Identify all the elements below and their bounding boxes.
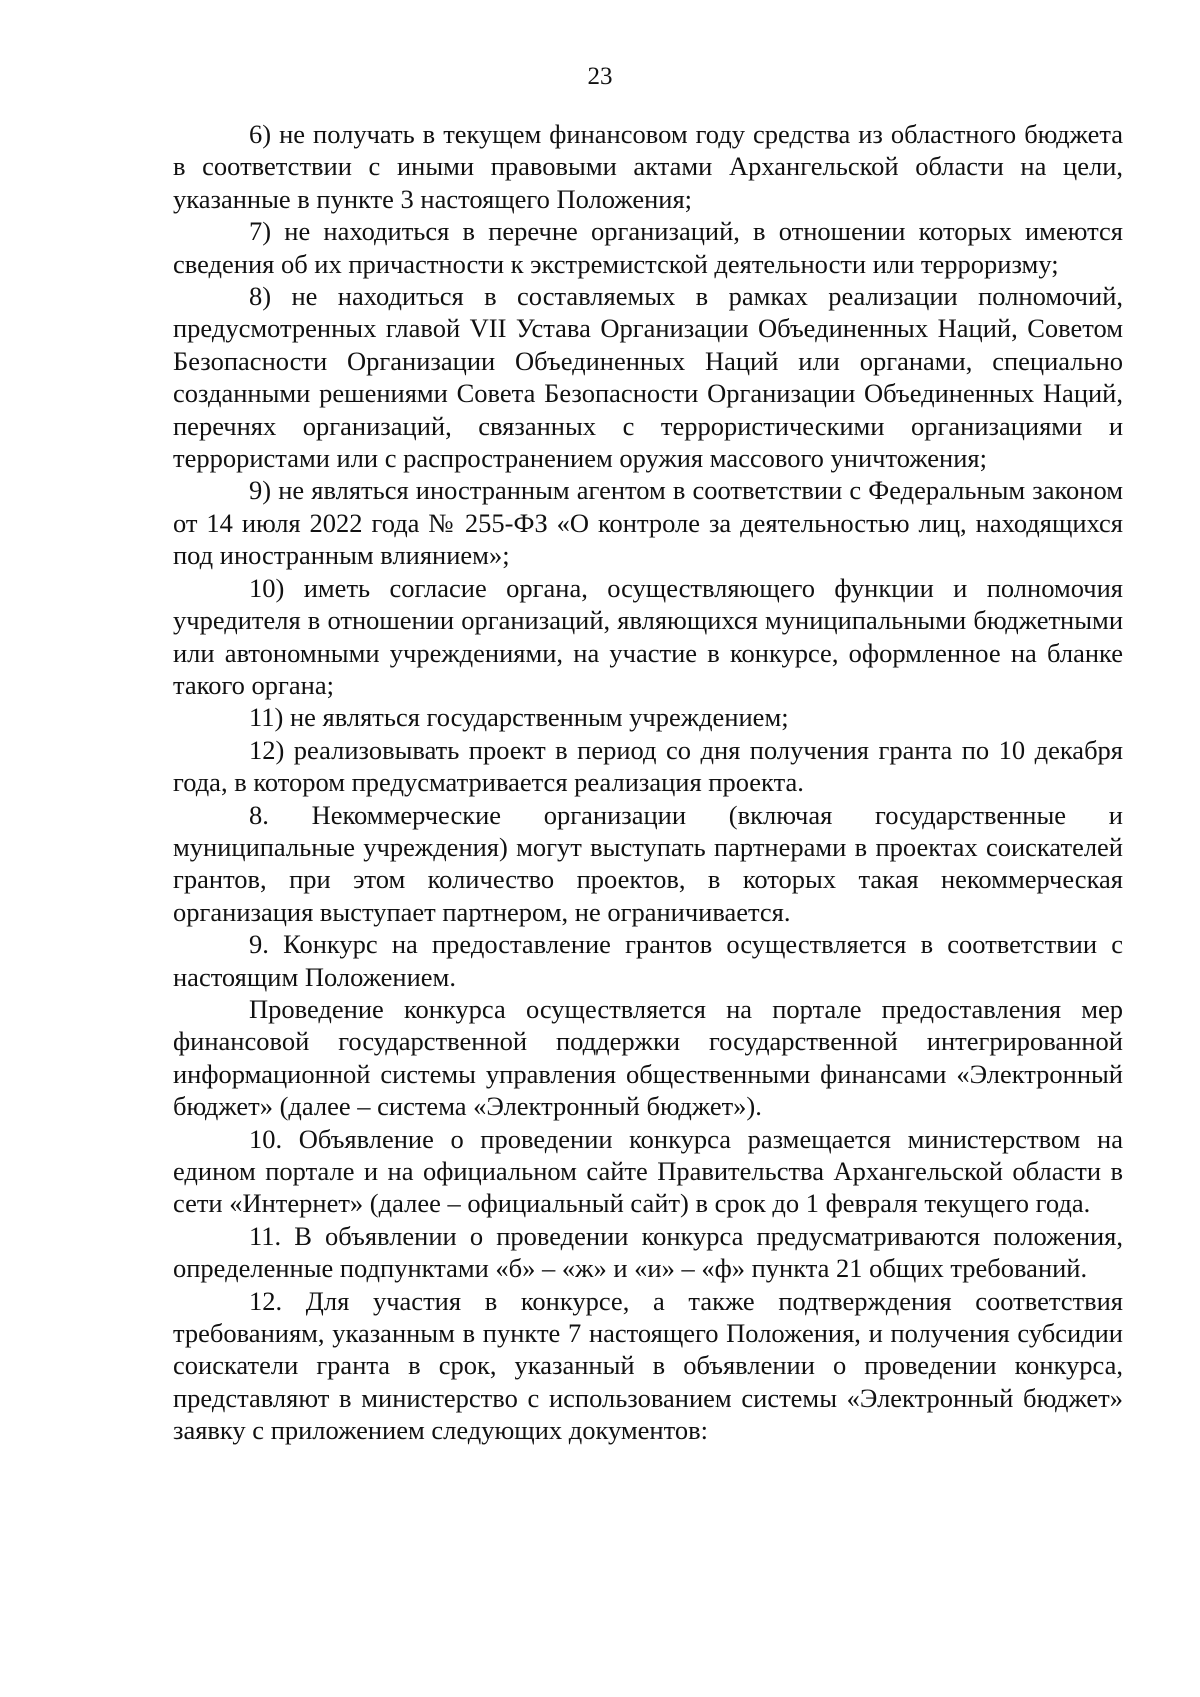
paragraph-item-9: 9) не являться иностранным агентом в соответствии с Федеральным законом от 14 июля 2022 года № 255-ФЗ «О контроле за деятельностью лиц, находящихся под иностранным влиянием»; bbox=[173, 475, 1123, 571]
paragraph-clause-8: 8. Некоммерческие организации (включая государственные и муниципальные учреждения) могут выступать партнерами в проектах соискателей грантов, при этом количество проектов, в которых такая некоммерческая организация выступает партнером, не ограничивается. bbox=[173, 799, 1123, 927]
paragraph-item-8: 8) не находиться в составляемых в рамках реализации полномочий, предусмотренных главой VII Устава Организации Объединенных Наций, Советом Безопасности Организации Объединенных Наций или органами, специально созданными решениями Совета Безопасности Организации Объединенных Наций, перечнях организаций, связанных с террористическими организациями и террористами или с распространением оружия массового уничтожения; bbox=[173, 281, 1123, 474]
paragraph-item-10: 10) иметь согласие органа, осуществляющего функции и полномочия учредителя в отношении организаций, являющихся муниципальными бюджетными или автономными учреждениями, на участие в конкурсе, оформленное на бланке такого органа; bbox=[173, 572, 1123, 700]
paragraph-item-12: 12) реализовывать проект в период со дня получения гранта по 10 декабря года, в котором предусматривается реализация проекта. bbox=[173, 734, 1123, 798]
paragraph-clause-11: 11. В объявлении о проведении конкурса предусматриваются положения, определенные подпунктами «б» – «ж» и «и» – «ф» пункта 21 общих требований. bbox=[173, 1220, 1123, 1284]
paragraph-item-7: 7) не находиться в перечне организаций, в отношении которых имеются сведения об их причастности к экстремистской деятельности или терроризму; bbox=[173, 216, 1123, 279]
paragraph-clause-12: 12. Для участия в конкурсе, а также подтверждения соответствия требованиям, указанным в пункте 7 настоящего Положения, и получения субсидии соискатели гранта в срок, указанный в объявлении о проведении конкурса, представляют в министерство с использованием системы «Электронный бюджет» заявку с приложением следующих документов: bbox=[173, 1285, 1123, 1446]
paragraph-clause-9: 9. Конкурс на предоставление грантов осуществляется в соответствии с настоящим Положением. bbox=[173, 929, 1123, 992]
document-body bbox=[173, 118, 1123, 1447]
paragraph-clause-9-portal: Проведение конкурса осуществляется на портале предоставления мер финансовой государственной поддержки государственной интегрированной информационной системы управления общественными финансами «Электронный бюджет» (далее – система «Электронный бюджет»). bbox=[173, 993, 1123, 1122]
paragraph-item-11: 11) не являться государственным учреждением; bbox=[249, 702, 789, 733]
page-number: 23 bbox=[587, 63, 613, 90]
paragraph-item-6: 6) не получать в текущем финансовом году средства из областного бюджета в соответствии с иными правовыми актами Архангельской области на цели, указанные в пункте 3 настоящего Положения; bbox=[173, 119, 1123, 214]
paragraph-clause-10: 10. Объявление о проведении конкурса размещается министерством на едином портале и на официальном сайте Правительства Архангельской области в сети «Интернет» (далее – официальный сайт) в срок до 1 февраля текущего года. bbox=[173, 1123, 1123, 1219]
